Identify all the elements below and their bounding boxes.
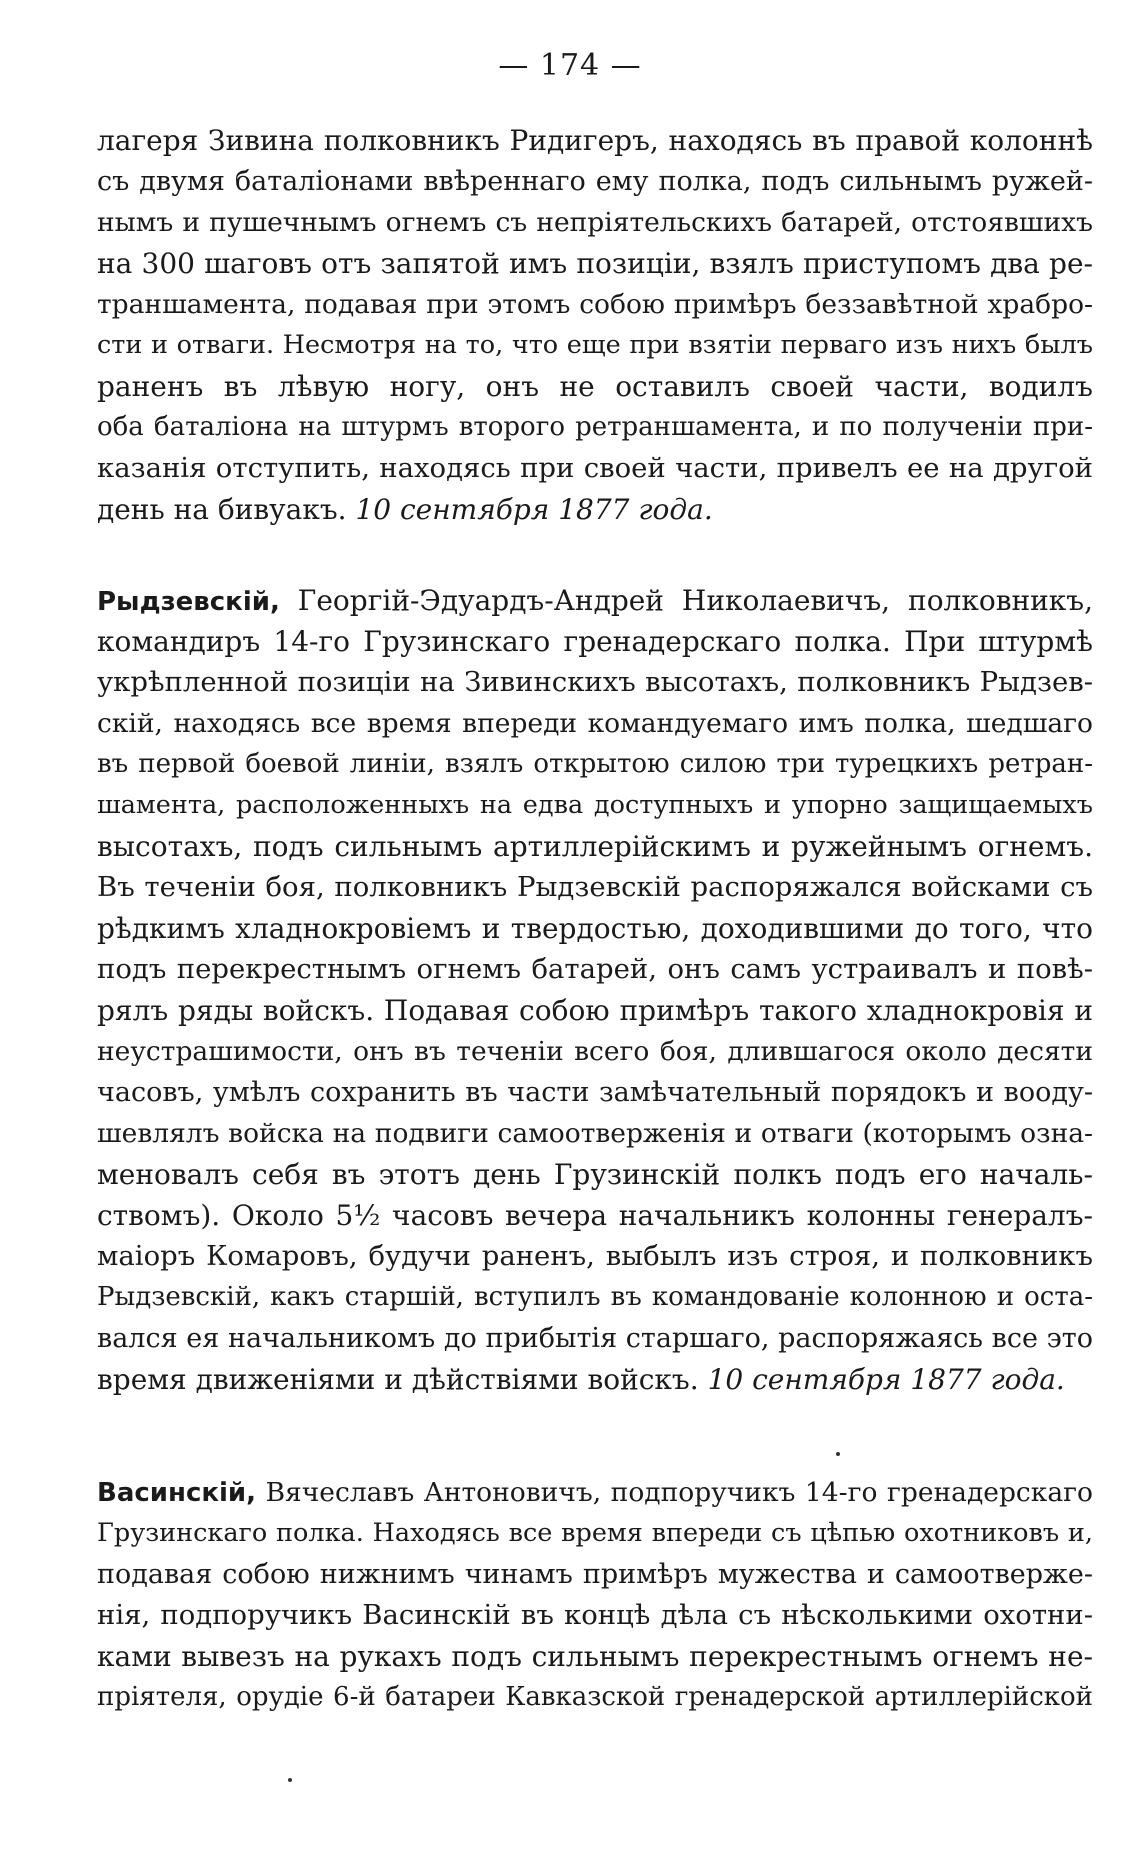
paragraph-vasinsky xyxy=(97,1472,1093,1718)
text-line: вался ея начальникомъ до прибытія старшаго, распоряжаясь все это xyxy=(97,1323,1093,1354)
closing-text: день на бивуакъ. xyxy=(97,493,347,526)
text-line: неустрашимости, онъ въ теченіи всего боя, длившагося около десяти xyxy=(97,1036,1093,1067)
print-speck xyxy=(288,1778,292,1782)
text-line-first xyxy=(97,1472,1093,1513)
text-line: шамента, расположенныхъ на едва доступныхъ и упорно защищаемыхъ xyxy=(97,790,1093,820)
text-line: нія, подпоручикъ Васинскій въ концѣ дѣла съ нѣсколькими охотни- xyxy=(97,1599,1093,1631)
text-line: Въ теченіи боя, полковникъ Рыдзевскій распоряжался войсками съ xyxy=(97,871,1093,903)
text-line: меновалъ себя въ этотъ день Грузинскій полкъ подъ его началь- xyxy=(97,1158,1093,1191)
paragraph-ridiger xyxy=(97,120,1093,530)
text-line: шевлялъ войска на подвиги самоотверженія и отваги (которымъ озна- xyxy=(97,1118,1093,1149)
text-line: ками вывезъ на рукахъ подъ сильнымъ перекрестнымъ огнемъ не- xyxy=(97,1640,1093,1673)
first-line-text: Георгій-Эдуардъ-Андрей Николаевичъ, полковникъ, xyxy=(297,584,1093,617)
text-line: подавая собою нижнимъ чинамъ примѣръ мужества и самоотверже- xyxy=(97,1559,1093,1590)
paragraph-rydzevsky xyxy=(97,580,1093,1400)
text-line: рялъ ряды войскъ. Подавая собою примѣръ такого хладнокровія и xyxy=(97,994,1093,1027)
text-line: сти и отваги. Несмотря на то, что еще при взятіи перваго изъ нихъ былъ xyxy=(97,330,1093,360)
text-line-closing xyxy=(97,489,1093,530)
person-name: Васинскій, xyxy=(97,1478,257,1508)
text-line: на 300 шаговъ отъ запятой имъ позиціи, взялъ приступомъ два ре- xyxy=(97,247,1093,280)
text-line: скій, находясь все время впереди командуемаго имъ полка, шедшаго xyxy=(97,708,1093,739)
text-line: рѣдкимъ хладнокровіемъ и твердостью, доходившими до того, что xyxy=(97,912,1093,945)
text-line-closing xyxy=(97,1359,1093,1400)
text-line: укрѣпленной позиціи на Зивинскихъ высотахъ, полковникъ Рыдзев- xyxy=(97,666,1093,698)
text-line: траншамента, подавая при этомъ собою примѣръ беззавѣтной храбро- xyxy=(97,289,1093,320)
text-line: пріятеля, орудіе 6-й батареи Кавказской гренадерской артиллерійской xyxy=(97,1682,1093,1712)
date-text: 10 сентября 1877 года. xyxy=(707,1363,1065,1396)
text-line: раненъ въ лѣвую ногу, онъ не оставилъ своей части, водилъ xyxy=(97,370,1093,403)
text-line: нымъ и пушечнымъ огнемъ съ непріятельскихъ батарей, отстоявшихъ xyxy=(97,207,1093,238)
text-line: ствомъ). Около 5½ часовъ вечера начальникъ колонны генералъ- xyxy=(97,1199,1093,1232)
text-line: подъ перекрестнымъ огнемъ батарей, онъ самъ устраивалъ и повѣ- xyxy=(97,953,1093,985)
page-number: — 174 — xyxy=(498,48,642,83)
text-line: Грузинскаго полка. Находясь все время впереди съ цѣпью охотниковъ и, xyxy=(97,1518,1093,1548)
text-line: Рыдзевскій, какъ старшій, вступилъ въ командованіе колонною и оста- xyxy=(97,1282,1093,1312)
text-line: высотахъ, подъ сильнымъ артиллерійскимъ и ружейнымъ огнемъ. xyxy=(97,830,1093,863)
print-speck xyxy=(836,1452,840,1456)
text-line: командиръ 14-го Грузинскаго гренадерскаго полка. При штурмѣ xyxy=(97,625,1093,658)
text-line: маіоръ Комаровъ, будучи раненъ, выбылъ изъ строя, и полковникъ xyxy=(97,1240,1093,1272)
closing-text: время движеніями и дѣйствіями войскъ. xyxy=(97,1363,699,1396)
text-line: въ первой боевой линіи, взялъ открытою силою три турецкихъ ретран- xyxy=(97,749,1093,779)
text-line: часовъ, умѣлъ сохранить въ части замѣчательный порядокъ и вооду- xyxy=(97,1077,1093,1108)
first-line-text: Вячеславъ Антоновичъ, подпоручикъ 14-го гренадерскаго xyxy=(265,1477,1093,1508)
date-text: 10 сентября 1877 года. xyxy=(355,493,713,526)
text-line: оба баталіона на штурмъ второго ретраншамента, и по полученіи при- xyxy=(97,412,1093,442)
text-line-first xyxy=(97,580,1093,621)
text-line: съ двумя баталіонами ввѣреннаго ему полка, подъ сильнымъ ружей- xyxy=(97,166,1093,197)
text-line: казанія отступить, находясь при своей части, привелъ ее на другой xyxy=(97,452,1093,484)
person-name: Рыдзевскій, xyxy=(97,587,280,617)
text-line: лагеря Зивина полковникъ Ридигеръ, находясь въ правой колоннѣ xyxy=(97,124,1093,157)
